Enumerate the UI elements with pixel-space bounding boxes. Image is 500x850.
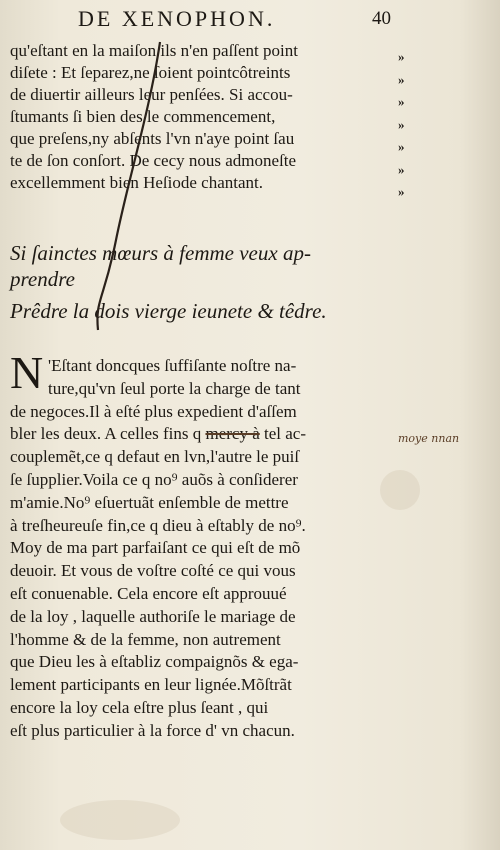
text-line: de diuertir ailleurs leur penſées. Si accou- <box>10 85 293 104</box>
text-line: deuoir. Et vous de voſtre coſté ce qui vous <box>10 561 296 581</box>
text-line: eſt plus particulier à la force d' vn chacun. <box>10 720 295 740</box>
text-line: de la loy , laquelle authoriſe le mariage de <box>10 606 296 626</box>
text-line: ture,qu'vn ſeul porte la charge de tant <box>48 378 301 398</box>
text-line: eſt conuenable. Cela encore eſt approuué <box>10 583 287 603</box>
text-line: l'homme & de la femme, non autrement <box>10 629 281 649</box>
text-line: lement participants en leur lignée.Mõſtrãt <box>10 675 292 695</box>
drop-cap: N <box>10 347 44 398</box>
upper-paragraph <box>10 40 395 194</box>
text-line: qu'eſtant en la maiſon ils n'en paſſent point <box>10 41 298 60</box>
text-line: diſete : Et ſeparez,ne ſoient pointcôtreints <box>10 63 291 82</box>
text-line: ſe ſupplier.Voila ce q no⁹ auõs à conſiderer <box>10 469 298 489</box>
quotation-marks-column <box>398 46 418 204</box>
text-line: encore la loy cela eſtre plus ſeant , qui <box>10 697 269 717</box>
text-line: à treſheureuſe fin,ce q dieu à eſtably de no⁹. <box>10 515 306 535</box>
text-line-part: bler les deux. A celles fins q <box>10 424 206 444</box>
quote-mark: » <box>398 184 405 199</box>
verse-line: Prêdre la dois vierge ieunete & têdre. <box>10 299 327 323</box>
text-line <box>10 423 395 446</box>
lower-paragraph <box>10 355 395 743</box>
text-line: couplemẽt,ce q defaut en lvn,l'autre le puiſ <box>10 447 300 467</box>
text-line: Moy de ma part parfaiſant ce qui eſt de mõ <box>10 538 301 558</box>
quote-mark: » <box>398 49 405 64</box>
text-line: te de ſon conſort. De cecy nous admoneſte <box>10 151 297 170</box>
page-header <box>0 4 500 34</box>
text-line: que Dieu les à eſtabliz compaignõs & ega- <box>10 652 299 672</box>
quote-mark: » <box>398 116 405 132</box>
verse-quotation <box>10 240 395 324</box>
text-line: m'amie.No⁹ eſuertuãt enſemble de mettre <box>10 492 289 512</box>
text-line: ſtumants ſi bien des le commencement, <box>10 107 276 126</box>
quote-mark: » <box>398 94 405 109</box>
text-line: que preſens,ny abſents l'vn n'aye point ſau <box>10 129 295 148</box>
quote-mark: » <box>398 71 405 87</box>
text-line: de negoces.Il à eſté plus expedient d'aſſem <box>10 401 297 421</box>
quote-mark: » <box>398 161 405 177</box>
paper-stain <box>60 800 180 840</box>
verse-line: prendre <box>10 267 75 291</box>
struck-text: mercy à <box>205 424 260 444</box>
text-line: excellemment bien Heſiode chantant. <box>10 173 264 192</box>
verse-line: Si ſainctes mœurs à femme veux ap- <box>10 241 311 265</box>
text-line: 'Eſtant doncques ſuffiſante noſtre na- <box>48 356 297 375</box>
running-head: DE XENOPHON. <box>78 6 276 31</box>
text-line-part: tel ac- <box>259 424 306 444</box>
page-number: 40 <box>372 8 391 29</box>
handwritten-marginal-note: moye nnan <box>398 432 460 445</box>
quote-mark: » <box>398 139 405 154</box>
